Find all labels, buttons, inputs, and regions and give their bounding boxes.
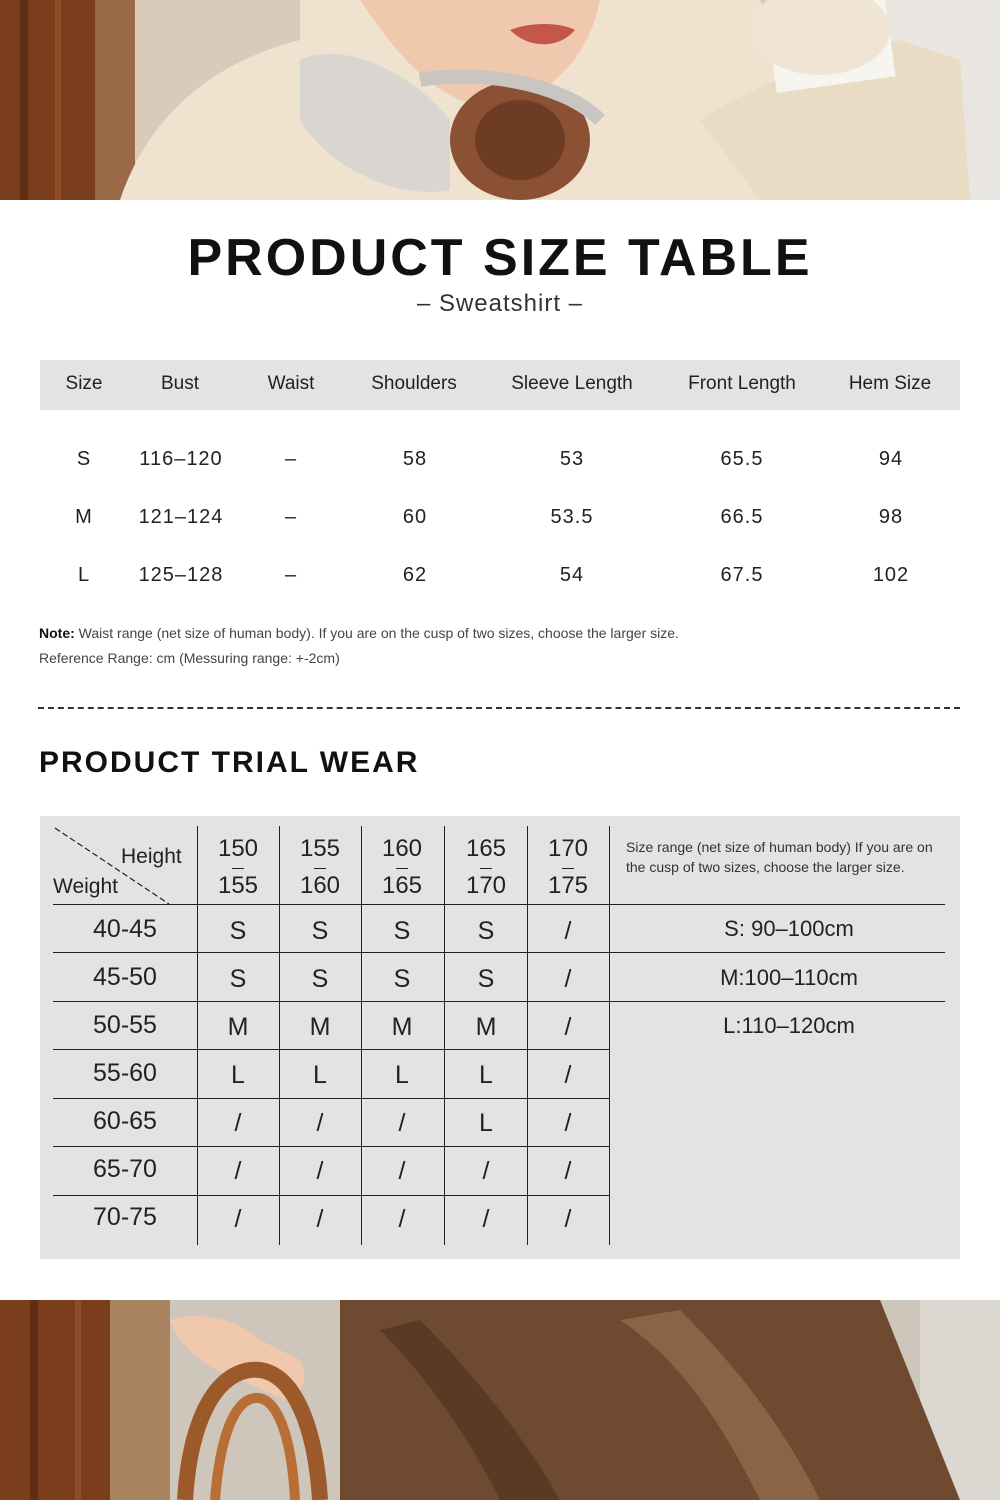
page-subtitle: – Sweatshirt – bbox=[416, 290, 584, 317]
header-bust: Bust bbox=[160, 373, 200, 394]
size-cell: L bbox=[479, 1061, 493, 1089]
cell-waist: – bbox=[284, 448, 298, 470]
cell-waist: – bbox=[284, 564, 298, 586]
grid-line bbox=[53, 952, 945, 953]
size-cell: / bbox=[398, 1157, 406, 1185]
cell-size: M bbox=[75, 506, 93, 528]
header-sleeve-length: Sleeve Length bbox=[511, 373, 633, 394]
size-cell: / bbox=[234, 1157, 242, 1185]
height-to: 170 bbox=[465, 872, 507, 899]
height-from: 160 bbox=[381, 835, 423, 862]
cell-shoulders: 58 bbox=[402, 448, 428, 470]
size-note bbox=[39, 625, 679, 641]
height-from: 165 bbox=[465, 835, 507, 862]
height-to: 160 bbox=[299, 872, 341, 899]
grid-line bbox=[361, 826, 362, 1245]
grid-line bbox=[527, 826, 528, 1245]
range-s: S: 90–100cm bbox=[724, 916, 854, 941]
trial-wear-title: PRODUCT TRIAL WEAR bbox=[39, 746, 420, 779]
height-dash bbox=[314, 868, 326, 869]
height-range-170-175 bbox=[548, 830, 588, 904]
size-cell: / bbox=[316, 1109, 324, 1137]
size-cell: / bbox=[316, 1205, 324, 1233]
weight-cell: 60-65 bbox=[93, 1107, 157, 1135]
height-to: 155 bbox=[217, 872, 259, 899]
size-cell: L bbox=[479, 1109, 493, 1137]
bottom-product-photo bbox=[0, 1300, 1000, 1500]
top-product-photo bbox=[0, 0, 1000, 200]
note-label: Note: bbox=[39, 625, 75, 641]
cell-bust: 121–124 bbox=[138, 506, 224, 528]
cell-shoulders: 60 bbox=[402, 506, 428, 528]
weight-cell: 45-50 bbox=[93, 963, 157, 991]
weight-cell: 40-45 bbox=[93, 915, 157, 943]
height-label: Height bbox=[121, 845, 182, 868]
weight-label: Weight bbox=[53, 875, 118, 898]
grid-line bbox=[444, 826, 445, 1245]
size-cell: / bbox=[482, 1157, 490, 1185]
size-cell: S bbox=[393, 965, 411, 993]
size-cell: L bbox=[395, 1061, 409, 1089]
height-from: 170 bbox=[547, 835, 589, 862]
height-to: 165 bbox=[381, 872, 423, 899]
cell-hem-size: 94 bbox=[878, 448, 904, 470]
height-to: 175 bbox=[547, 872, 589, 899]
grid-line bbox=[53, 1146, 610, 1147]
height-from: 150 bbox=[217, 835, 259, 862]
size-cell: S bbox=[229, 917, 247, 945]
header-shoulders: Shoulders bbox=[371, 373, 457, 394]
size-cell: L bbox=[313, 1061, 327, 1089]
height-from: 155 bbox=[299, 835, 341, 862]
height-range-160-165 bbox=[382, 830, 422, 904]
cell-sleeve-length: 53.5 bbox=[550, 506, 594, 528]
cell-size: S bbox=[76, 448, 92, 470]
table-row bbox=[40, 440, 960, 480]
size-cell: M bbox=[391, 1013, 413, 1041]
size-cell: S bbox=[393, 917, 411, 945]
grid-line bbox=[197, 826, 198, 1245]
size-cell: M bbox=[475, 1013, 497, 1041]
size-cell: / bbox=[398, 1205, 406, 1233]
size-cell: / bbox=[564, 1013, 572, 1041]
weight-cell: 50-55 bbox=[93, 1011, 157, 1039]
size-cell: / bbox=[398, 1109, 406, 1137]
size-cell: S bbox=[311, 917, 329, 945]
size-cell: / bbox=[564, 965, 572, 993]
range-m: M:100–110cm bbox=[720, 965, 858, 990]
cell-sleeve-length: 54 bbox=[559, 564, 585, 586]
cell-shoulders: 62 bbox=[402, 564, 428, 586]
height-dash bbox=[232, 868, 244, 869]
table-row bbox=[40, 556, 960, 596]
cell-bust: 125–128 bbox=[138, 564, 224, 586]
size-cell: / bbox=[564, 1109, 572, 1137]
cell-front-length: 66.5 bbox=[720, 506, 764, 528]
size-cell: / bbox=[564, 1061, 572, 1089]
size-cell: / bbox=[564, 917, 572, 945]
weight-cell: 65-70 bbox=[93, 1155, 157, 1183]
cell-front-length: 65.5 bbox=[720, 448, 764, 470]
note-text: Waist range (net size of human body). If you are on the cusp of two sizes, choose the larger size. bbox=[74, 625, 679, 641]
size-cell: / bbox=[234, 1205, 242, 1233]
height-range-150-155 bbox=[218, 830, 258, 904]
size-cell: / bbox=[564, 1205, 572, 1233]
header-size: Size bbox=[65, 373, 103, 394]
size-table-header bbox=[40, 360, 960, 410]
weight-cell: 70-75 bbox=[93, 1203, 157, 1231]
weight-cell: 55-60 bbox=[93, 1059, 157, 1087]
height-range-165-170 bbox=[466, 830, 506, 904]
height-dash bbox=[562, 868, 574, 869]
cell-waist: – bbox=[284, 506, 298, 528]
size-range-note: Size range (net size of human body) If you are on the cusp of two sizes, choose the larger size. bbox=[626, 839, 933, 875]
grid-line bbox=[53, 1049, 610, 1050]
grid-line bbox=[609, 826, 610, 1245]
size-cell: / bbox=[316, 1157, 324, 1185]
size-cell: / bbox=[234, 1109, 242, 1137]
size-cell: S bbox=[229, 965, 247, 993]
size-cell: / bbox=[564, 1157, 572, 1185]
header-waist: Waist bbox=[267, 373, 315, 394]
height-dash bbox=[396, 868, 408, 869]
size-cell: L bbox=[231, 1061, 245, 1089]
cell-hem-size: 98 bbox=[878, 506, 904, 528]
table-row bbox=[40, 498, 960, 538]
page-title: PRODUCT SIZE TABLE bbox=[187, 229, 813, 287]
dashed-divider bbox=[38, 707, 960, 709]
header-front-length: Front Length bbox=[688, 373, 796, 394]
grid-line bbox=[53, 1001, 945, 1002]
grid-line bbox=[53, 1195, 610, 1196]
height-dash bbox=[480, 868, 492, 869]
size-cell: S bbox=[477, 917, 495, 945]
cell-hem-size: 102 bbox=[872, 564, 910, 586]
size-cell: / bbox=[482, 1205, 490, 1233]
reference-range: Reference Range: cm (Messuring range: +-2cm) bbox=[39, 650, 340, 666]
cell-front-length: 67.5 bbox=[720, 564, 764, 586]
size-cell: S bbox=[311, 965, 329, 993]
grid-line bbox=[53, 1098, 610, 1099]
height-range-155-160 bbox=[300, 830, 340, 904]
cell-bust: 116–120 bbox=[139, 448, 223, 470]
size-cell: M bbox=[227, 1013, 249, 1041]
trial-wear-table bbox=[40, 816, 960, 1259]
size-cell: M bbox=[309, 1013, 331, 1041]
cell-size: L bbox=[77, 564, 91, 586]
size-cell: S bbox=[477, 965, 495, 993]
grid-line bbox=[279, 826, 280, 1245]
range-l: L:110–120cm bbox=[723, 1013, 855, 1038]
cell-sleeve-length: 53 bbox=[559, 448, 585, 470]
header-hem-size: Hem Size bbox=[848, 373, 932, 394]
grid-line bbox=[53, 904, 945, 905]
